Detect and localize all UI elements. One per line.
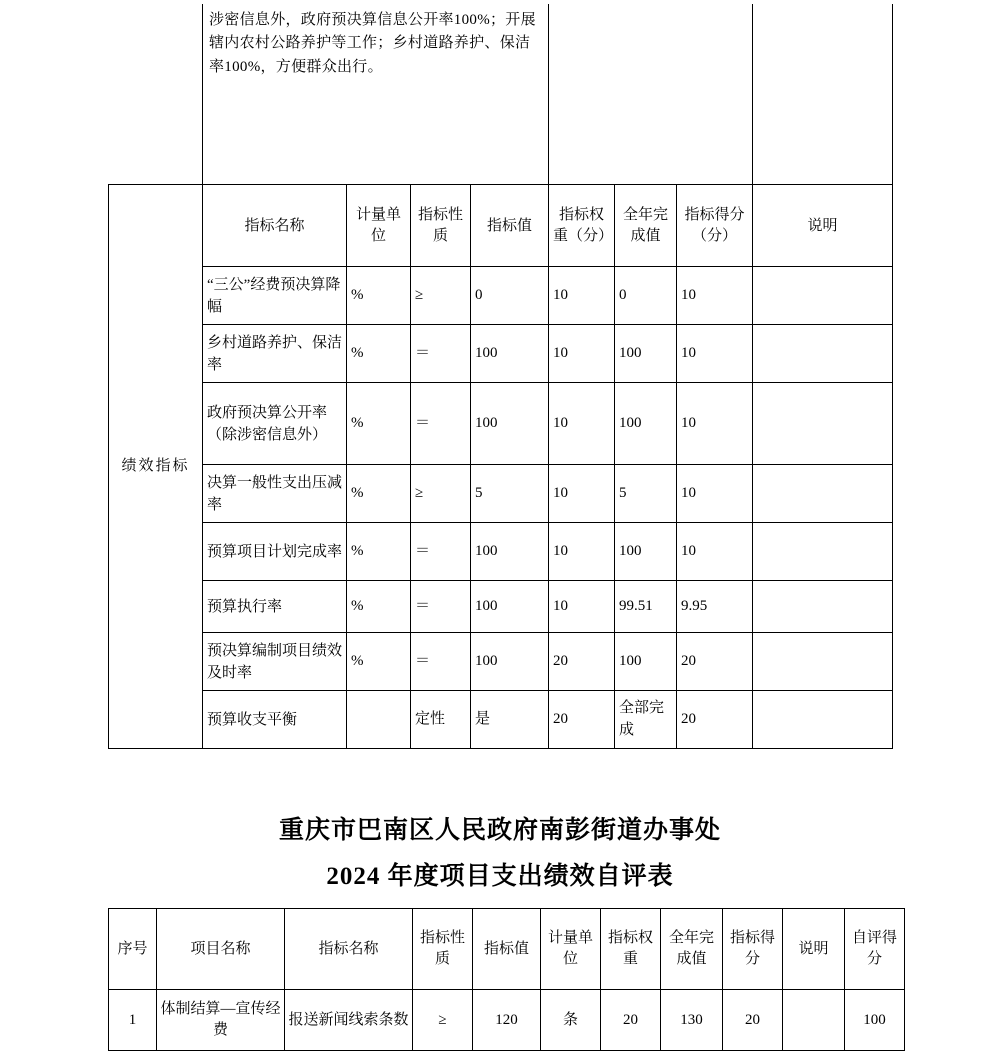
indicator-score: 10 <box>677 523 753 581</box>
empty-cell-right <box>753 4 893 185</box>
indicator-score: 10 <box>677 465 753 523</box>
indicator-nature: ＝ <box>411 523 471 581</box>
indicator-note <box>753 581 893 633</box>
narrative-cell: 涉密信息外，政府预决算信息公开率100%；开展辖内农村公路养护等工作；乡村道路养护、保洁率100%，方便群众出行。 <box>203 4 549 185</box>
indicator-weight: 10 <box>549 523 615 581</box>
header-indicator-name: 指标名称 <box>285 909 413 990</box>
indicator-weight: 10 <box>549 383 615 465</box>
indicator-value: 100 <box>471 325 549 383</box>
cell-self-score: 100 <box>845 990 905 1051</box>
title-line-subject: 2024 年度项目支出绩效自评表 <box>326 862 674 890</box>
indicator-value: 是 <box>471 691 549 749</box>
indicator-name: 预算收支平衡 <box>203 691 347 749</box>
indicator-unit: % <box>347 267 411 325</box>
cell-note <box>783 990 845 1051</box>
indicator-unit: % <box>347 581 411 633</box>
indicator-score: 20 <box>677 633 753 691</box>
indicator-nature: ＝ <box>411 633 471 691</box>
indicator-note <box>753 523 893 581</box>
header-note: 说明 <box>753 185 893 267</box>
indicator-unit: % <box>347 383 411 465</box>
indicator-weight: 20 <box>549 691 615 749</box>
indicator-nature: ＝ <box>411 325 471 383</box>
header-value: 指标值 <box>471 185 549 267</box>
header-weight: 指标权重（分） <box>549 185 615 267</box>
table-row <box>109 267 893 325</box>
table-row <box>109 325 893 383</box>
indicator-value: 100 <box>471 633 549 691</box>
indicator-weight: 10 <box>549 267 615 325</box>
indicator-value: 100 <box>471 581 549 633</box>
header-project-name: 项目名称 <box>157 909 285 990</box>
indicator-actual: 99.51 <box>615 581 677 633</box>
indicator-name: 预算项目计划完成率 <box>203 523 347 581</box>
header-unit: 计量单位 <box>347 185 411 267</box>
indicator-nature: 定性 <box>411 691 471 749</box>
indicator-actual: 100 <box>615 325 677 383</box>
indicator-nature: ≥ <box>411 465 471 523</box>
header-actual: 全年完成值 <box>615 185 677 267</box>
indicator-value: 100 <box>471 523 549 581</box>
indicator-score: 10 <box>677 325 753 383</box>
table-row <box>109 581 893 633</box>
indicator-actual: 5 <box>615 465 677 523</box>
indicator-score: 10 <box>677 383 753 465</box>
table-row <box>109 523 893 581</box>
cell-seq: 1 <box>109 990 157 1051</box>
indicator-actual: 全部完成 <box>615 691 677 749</box>
header-weight: 指标权重 <box>601 909 661 990</box>
cell-value: 120 <box>473 990 541 1051</box>
table-header-row <box>109 185 893 267</box>
indicator-score: 9.95 <box>677 581 753 633</box>
indicator-unit: % <box>347 633 411 691</box>
indicator-nature: ＝ <box>411 581 471 633</box>
indicator-nature: ≥ <box>411 267 471 325</box>
indicator-name: 预算执行率 <box>203 581 347 633</box>
cell-unit: 条 <box>541 990 601 1051</box>
cell-actual: 130 <box>661 990 723 1051</box>
cell-score: 20 <box>723 990 783 1051</box>
cell-indicator-name: 报送新闻线索条数 <box>285 990 413 1051</box>
indicator-score: 10 <box>677 267 753 325</box>
indicator-name: 乡村道路养护、保洁率 <box>203 325 347 383</box>
indicator-actual: 100 <box>615 383 677 465</box>
header-self-score: 自评得分 <box>845 909 905 990</box>
indicator-note <box>753 267 893 325</box>
indicator-note <box>753 465 893 523</box>
indicator-value: 0 <box>471 267 549 325</box>
indicator-actual: 0 <box>615 267 677 325</box>
header-actual: 全年完成值 <box>661 909 723 990</box>
indicator-name: 政府预决算公开率（除涉密信息外） <box>203 383 347 465</box>
indicator-weight: 10 <box>549 581 615 633</box>
indicator-unit <box>347 691 411 749</box>
table-row <box>109 4 893 185</box>
indicator-value: 100 <box>471 383 549 465</box>
project-self-evaluation-table <box>108 908 905 1051</box>
indicator-weight: 10 <box>549 325 615 383</box>
header-seq: 序号 <box>109 909 157 990</box>
table-row <box>109 691 893 749</box>
title-line-organization: 重庆市巴南区人民政府南彭街道办事处 <box>278 817 721 844</box>
table-row <box>109 383 893 465</box>
header-score: 指标得分 <box>723 909 783 990</box>
header-nature: 指标性质 <box>411 185 471 267</box>
indicator-note <box>753 691 893 749</box>
indicator-unit: % <box>347 523 411 581</box>
indicator-note <box>753 383 893 465</box>
indicator-weight: 10 <box>549 465 615 523</box>
row-label-performance: 绩效指标 <box>109 185 203 749</box>
header-unit: 计量单位 <box>541 909 601 990</box>
indicator-unit: % <box>347 465 411 523</box>
cell-project-name: 体制结算—宣传经费 <box>157 990 285 1051</box>
indicator-unit: % <box>347 325 411 383</box>
indicator-name: “三公”经费预决算降幅 <box>203 267 347 325</box>
indicator-name: 预决算编制项目绩效及时率 <box>203 633 347 691</box>
indicator-nature: ＝ <box>411 383 471 465</box>
indicator-note <box>753 633 893 691</box>
header-note: 说明 <box>783 909 845 990</box>
indicator-value: 5 <box>471 465 549 523</box>
table-row <box>109 465 893 523</box>
indicator-actual: 100 <box>615 633 677 691</box>
header-indicator-name: 指标名称 <box>203 185 347 267</box>
performance-indicator-table <box>108 4 893 749</box>
cell-nature: ≥ <box>413 990 473 1051</box>
table-header-row <box>109 909 905 990</box>
indicator-weight: 20 <box>549 633 615 691</box>
header-value: 指标值 <box>473 909 541 990</box>
indicator-note <box>753 325 893 383</box>
table-row <box>109 990 905 1051</box>
document-title <box>0 812 1000 895</box>
empty-cell-middle <box>549 4 753 185</box>
header-nature: 指标性质 <box>413 909 473 990</box>
header-score: 指标得分（分） <box>677 185 753 267</box>
empty-cell-left <box>109 4 203 185</box>
indicator-score: 20 <box>677 691 753 749</box>
table-row <box>109 633 893 691</box>
indicator-actual: 100 <box>615 523 677 581</box>
indicator-name: 决算一般性支出压减率 <box>203 465 347 523</box>
cell-weight: 20 <box>601 990 661 1051</box>
